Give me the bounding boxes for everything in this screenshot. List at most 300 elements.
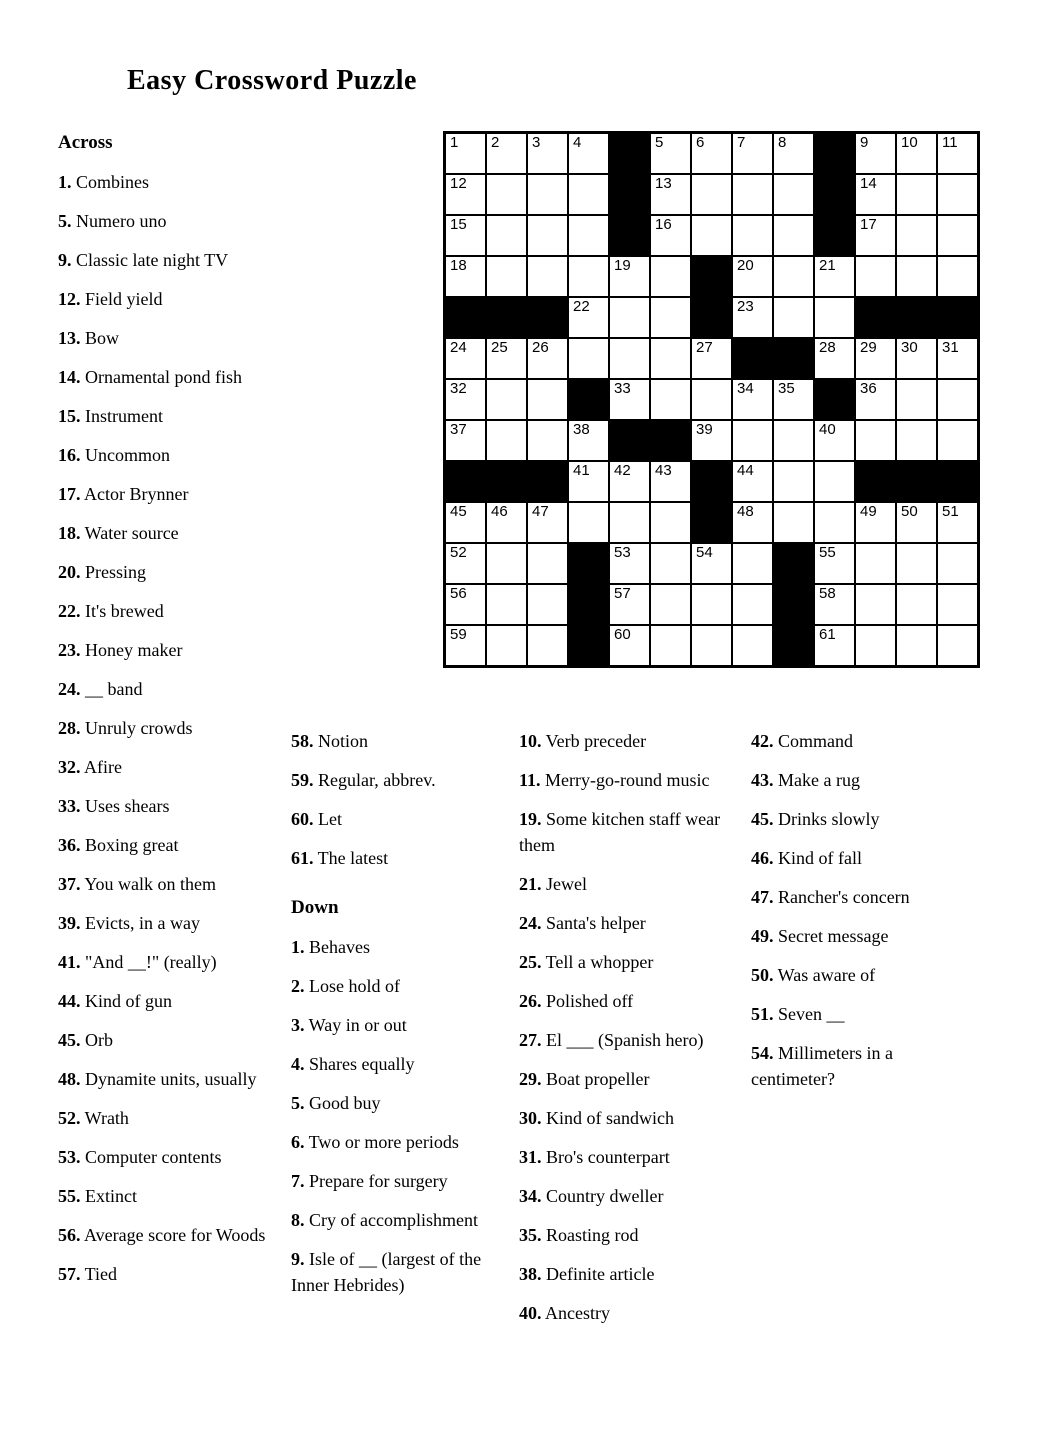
- clue-text: Rancher's concern: [773, 887, 910, 907]
- clue-text: Cry of accomplishment: [304, 1210, 478, 1230]
- clue-down-29: [519, 1066, 741, 1092]
- clue-across-22: [58, 598, 272, 624]
- clue-number: 5.: [291, 1093, 305, 1113]
- clue-down-8: [291, 1207, 495, 1233]
- clue-across-13: [58, 325, 272, 351]
- down-clues-section: [751, 728, 966, 1092]
- grid-cell: [569, 216, 608, 255]
- clue-text: Seven __: [773, 1004, 845, 1024]
- grid-cell: [610, 462, 649, 501]
- grid-cell: [651, 175, 690, 214]
- black-cell: [774, 626, 813, 665]
- clue-down-47: [751, 884, 966, 910]
- grid-cell: [610, 626, 649, 665]
- grid-cell: [446, 257, 485, 296]
- grid-cell: [692, 175, 731, 214]
- grid-cell: [897, 503, 936, 542]
- clue-down-19: [519, 806, 741, 858]
- down-clues-section: [291, 895, 495, 1298]
- grid-cell: [938, 544, 977, 583]
- grid-cell: [897, 134, 936, 173]
- cell-number: 38: [573, 421, 590, 438]
- grid-cell: [528, 626, 567, 665]
- clue-text: Actor Brynner: [80, 484, 189, 504]
- clue-text: Jewel: [541, 874, 587, 894]
- clue-number: 15.: [58, 406, 81, 426]
- grid-cell: [692, 380, 731, 419]
- clue-number: 7.: [291, 1171, 305, 1191]
- clue-down-31: [519, 1144, 741, 1170]
- grid-cell: [569, 339, 608, 378]
- clue-across-61: [291, 845, 495, 871]
- grid-cell: [692, 339, 731, 378]
- clue-text: Evicts, in a way: [80, 913, 200, 933]
- grid-cell: [651, 257, 690, 296]
- clue-text: Command: [773, 731, 853, 751]
- clue-text: Instrument: [80, 406, 163, 426]
- clue-text: Ornamental pond fish: [80, 367, 242, 387]
- black-cell: [528, 298, 567, 337]
- grid-cell: [610, 257, 649, 296]
- clue-number: 46.: [751, 848, 774, 868]
- clue-down-49: [751, 923, 966, 949]
- clue-across-52: [58, 1105, 272, 1131]
- clue-number: 43.: [751, 770, 774, 790]
- clue-number: 10.: [519, 731, 542, 751]
- clue-number: 47.: [751, 887, 774, 907]
- clue-across-57: [58, 1261, 272, 1287]
- grid-cell: [897, 339, 936, 378]
- grid-cell: [733, 380, 772, 419]
- cell-number: 47: [532, 503, 549, 520]
- grid-cell: [487, 257, 526, 296]
- clue-text: Afire: [80, 757, 122, 777]
- cell-number: 31: [942, 339, 959, 356]
- clue-text: Make a rug: [773, 770, 860, 790]
- clue-text: El ___ (Spanish hero): [541, 1030, 704, 1050]
- clue-number: 60.: [291, 809, 314, 829]
- cell-number: 2: [491, 134, 500, 151]
- clue-number: 48.: [58, 1069, 81, 1089]
- clue-number: 8.: [291, 1210, 305, 1230]
- clue-number: 29.: [519, 1069, 542, 1089]
- grid-cell: [938, 175, 977, 214]
- black-cell: [774, 585, 813, 624]
- clue-text: The latest: [313, 848, 389, 868]
- cell-number: 56: [450, 585, 467, 602]
- grid-cell: [856, 339, 895, 378]
- clue-number: 3.: [291, 1015, 305, 1035]
- grid-cell: [856, 216, 895, 255]
- grid-cell: [651, 544, 690, 583]
- grid-cell: [651, 462, 690, 501]
- clue-text: __ band: [80, 679, 143, 699]
- grid-cell: [487, 175, 526, 214]
- clue-text: Bow: [80, 328, 120, 348]
- clue-number: 34.: [519, 1186, 542, 1206]
- grid-cell: [856, 626, 895, 665]
- clue-text: "And __!" (really): [80, 952, 217, 972]
- clue-down-25: [519, 949, 741, 975]
- black-cell: [897, 298, 936, 337]
- grid-cell: [528, 134, 567, 173]
- cell-number: 10: [901, 134, 918, 151]
- cell-number: 25: [491, 339, 508, 356]
- clue-number: 27.: [519, 1030, 542, 1050]
- clue-text: Kind of sandwich: [541, 1108, 674, 1128]
- clue-text: Dynamite units, usually: [80, 1069, 257, 1089]
- grid-cell: [815, 626, 854, 665]
- clue-number: 9.: [58, 250, 72, 270]
- cell-number: 35: [778, 380, 795, 397]
- clue-down-43: [751, 767, 966, 793]
- clue-number: 4.: [291, 1054, 305, 1074]
- clue-number: 1.: [291, 937, 305, 957]
- clue-down-26: [519, 988, 741, 1014]
- clue-down-51: [751, 1001, 966, 1027]
- black-cell: [692, 298, 731, 337]
- grid-cell: [569, 175, 608, 214]
- clue-number: 59.: [291, 770, 314, 790]
- grid-cell: [528, 339, 567, 378]
- clue-down-3: [291, 1012, 495, 1038]
- clue-down-2: [291, 973, 495, 999]
- clue-number: 56.: [58, 1225, 81, 1245]
- grid-cell: [938, 257, 977, 296]
- clue-across-36: [58, 832, 272, 858]
- grid-cell: [528, 421, 567, 460]
- cell-number: 4: [573, 134, 582, 151]
- grid-cell: [856, 257, 895, 296]
- cell-number: 8: [778, 134, 787, 151]
- clue-down-7: [291, 1168, 495, 1194]
- clue-down-21: [519, 871, 741, 897]
- clue-number: 40.: [519, 1303, 542, 1323]
- black-cell: [692, 503, 731, 542]
- black-cell: [815, 380, 854, 419]
- clue-down-10: [519, 728, 741, 754]
- clue-number: 9.: [291, 1249, 305, 1269]
- down-clues-section: [519, 728, 741, 1326]
- cell-number: 22: [573, 298, 590, 315]
- clue-number: 2.: [291, 976, 305, 996]
- grid-cell: [528, 503, 567, 542]
- grid-cell: [938, 421, 977, 460]
- grid-cell: [487, 134, 526, 173]
- clue-text: Millimeters in a centimeter?: [751, 1043, 893, 1089]
- clue-text: Notion: [313, 731, 369, 751]
- clue-number: 58.: [291, 731, 314, 751]
- cell-number: 15: [450, 216, 467, 233]
- clue-text: Tied: [80, 1264, 118, 1284]
- crossword-grid: [443, 131, 980, 668]
- clue-text: Boxing great: [80, 835, 179, 855]
- grid-cell: [528, 257, 567, 296]
- grid-cell: [651, 339, 690, 378]
- clue-number: 41.: [58, 952, 81, 972]
- clue-text: Wrath: [80, 1108, 129, 1128]
- clue-text: Regular, abbrev.: [313, 770, 436, 790]
- cell-number: 23: [737, 298, 754, 315]
- grid-cell: [897, 544, 936, 583]
- grid-cell: [938, 380, 977, 419]
- clue-number: 55.: [58, 1186, 81, 1206]
- clue-column-1: [58, 130, 272, 1300]
- clue-number: 22.: [58, 601, 81, 621]
- cell-number: 9: [860, 134, 869, 151]
- clue-text: Isle of __ (largest of the Inner Hebrides): [291, 1249, 482, 1295]
- cell-number: 13: [655, 175, 672, 192]
- black-cell: [487, 298, 526, 337]
- cell-number: 37: [450, 421, 467, 438]
- grid-cell: [692, 216, 731, 255]
- black-cell: [692, 462, 731, 501]
- grid-cell: [446, 380, 485, 419]
- clue-down-1: [291, 934, 495, 960]
- clue-down-30: [519, 1105, 741, 1131]
- clue-across-14: [58, 364, 272, 390]
- clue-across-60: [291, 806, 495, 832]
- cell-number: 44: [737, 462, 754, 479]
- clue-across-28: [58, 715, 272, 741]
- clue-number: 38.: [519, 1264, 542, 1284]
- grid-cell: [692, 626, 731, 665]
- black-cell: [815, 175, 854, 214]
- cell-number: 61: [819, 626, 836, 643]
- grid-cell: [446, 421, 485, 460]
- cell-number: 43: [655, 462, 672, 479]
- clue-text: Numero uno: [71, 211, 167, 231]
- black-cell: [446, 462, 485, 501]
- grid-cell: [938, 339, 977, 378]
- clue-text: Average score for Woods: [80, 1225, 266, 1245]
- black-cell: [692, 257, 731, 296]
- grid-cell: [446, 134, 485, 173]
- clue-down-4: [291, 1051, 495, 1077]
- clue-down-5: [291, 1090, 495, 1116]
- clue-down-45: [751, 806, 966, 832]
- grid-cell: [774, 503, 813, 542]
- clue-number: 45.: [58, 1030, 81, 1050]
- black-cell: [897, 462, 936, 501]
- clue-text: Prepare for surgery: [304, 1171, 448, 1191]
- clue-down-54: [751, 1040, 966, 1092]
- grid-cell: [815, 503, 854, 542]
- grid-cell: [651, 503, 690, 542]
- clue-across-33: [58, 793, 272, 819]
- grid-cell: [733, 626, 772, 665]
- cell-number: 29: [860, 339, 877, 356]
- grid-cell: [446, 626, 485, 665]
- clue-number: 42.: [751, 731, 774, 751]
- clue-text: Bro's counterpart: [541, 1147, 670, 1167]
- grid-cell: [487, 216, 526, 255]
- clue-number: 24.: [519, 913, 542, 933]
- cell-number: 18: [450, 257, 467, 274]
- clue-text: Drinks slowly: [773, 809, 880, 829]
- grid-cell: [733, 175, 772, 214]
- clue-number: 23.: [58, 640, 81, 660]
- grid-cell: [487, 503, 526, 542]
- grid-cell: [528, 380, 567, 419]
- clue-number: 52.: [58, 1108, 81, 1128]
- grid-cell: [856, 380, 895, 419]
- cell-number: 48: [737, 503, 754, 520]
- clue-text: Way in or out: [304, 1015, 407, 1035]
- grid-cell: [938, 626, 977, 665]
- grid-cell: [446, 503, 485, 542]
- cell-number: 30: [901, 339, 918, 356]
- clue-number: 13.: [58, 328, 81, 348]
- grid-cell: [692, 544, 731, 583]
- grid-cell: [733, 421, 772, 460]
- grid-cell: [856, 421, 895, 460]
- cell-number: 19: [614, 257, 631, 274]
- black-cell: [651, 421, 690, 460]
- clue-number: 45.: [751, 809, 774, 829]
- clue-text: Classic late night TV: [71, 250, 229, 270]
- grid-cell: [569, 421, 608, 460]
- grid-cell: [487, 421, 526, 460]
- clue-across-44: [58, 988, 272, 1014]
- cell-number: 40: [819, 421, 836, 438]
- clue-number: 28.: [58, 718, 81, 738]
- grid-cell: [446, 544, 485, 583]
- clue-text: Boat propeller: [541, 1069, 650, 1089]
- clue-text: Ancestry: [541, 1303, 610, 1323]
- clue-down-38: [519, 1261, 741, 1287]
- grid-cell: [733, 298, 772, 337]
- cell-number: 52: [450, 544, 467, 561]
- black-cell: [856, 462, 895, 501]
- black-cell: [774, 544, 813, 583]
- cell-number: 6: [696, 134, 705, 151]
- clue-across-37: [58, 871, 272, 897]
- black-cell: [528, 462, 567, 501]
- clue-number: 50.: [751, 965, 774, 985]
- clue-down-40: [519, 1300, 741, 1326]
- grid-cell: [897, 421, 936, 460]
- clue-number: 31.: [519, 1147, 542, 1167]
- cell-number: 46: [491, 503, 508, 520]
- grid-cell: [815, 298, 854, 337]
- black-cell: [815, 134, 854, 173]
- clue-number: 18.: [58, 523, 81, 543]
- clue-number: 54.: [751, 1043, 774, 1063]
- grid-cell: [938, 503, 977, 542]
- grid-cell: [610, 503, 649, 542]
- clue-across-1: [58, 169, 272, 195]
- cell-number: 24: [450, 339, 467, 356]
- grid-cell: [569, 298, 608, 337]
- grid-cell: [528, 585, 567, 624]
- cell-number: 14: [860, 175, 877, 192]
- grid-cell: [692, 585, 731, 624]
- clue-text: Merry-go-round music: [540, 770, 710, 790]
- clue-across-18: [58, 520, 272, 546]
- cell-number: 50: [901, 503, 918, 520]
- cell-number: 36: [860, 380, 877, 397]
- cell-number: 27: [696, 339, 713, 356]
- grid-cell: [856, 585, 895, 624]
- clue-text: Uses shears: [80, 796, 170, 816]
- clue-down-50: [751, 962, 966, 988]
- clue-across-58: [291, 728, 495, 754]
- black-cell: [774, 339, 813, 378]
- grid-cell: [774, 134, 813, 173]
- cell-number: 12: [450, 175, 467, 192]
- black-cell: [938, 298, 977, 337]
- clue-text: Lose hold of: [304, 976, 400, 996]
- black-cell: [446, 298, 485, 337]
- clue-number: 36.: [58, 835, 81, 855]
- grid-cell: [897, 585, 936, 624]
- clue-number: 44.: [58, 991, 81, 1011]
- cell-number: 55: [819, 544, 836, 561]
- grid-cell: [856, 503, 895, 542]
- grid-cell: [938, 585, 977, 624]
- cell-number: 53: [614, 544, 631, 561]
- clue-text: Kind of fall: [773, 848, 862, 868]
- clue-text: Combines: [71, 172, 150, 192]
- black-cell: [569, 544, 608, 583]
- clue-column-4: [751, 728, 966, 1105]
- clue-across-23: [58, 637, 272, 663]
- clue-number: 33.: [58, 796, 81, 816]
- grid-cell: [733, 503, 772, 542]
- clue-text: Was aware of: [773, 965, 876, 985]
- clue-number: 37.: [58, 874, 81, 894]
- clue-across-48: [58, 1066, 272, 1092]
- grid-cell: [528, 175, 567, 214]
- grid-cell: [569, 257, 608, 296]
- cell-number: 28: [819, 339, 836, 356]
- grid-cell: [815, 339, 854, 378]
- clue-number: 30.: [519, 1108, 542, 1128]
- grid-cell: [774, 257, 813, 296]
- black-cell: [610, 216, 649, 255]
- grid-cell: [651, 626, 690, 665]
- clue-text: Let: [313, 809, 342, 829]
- cell-number: 21: [819, 257, 836, 274]
- clue-text: You walk on them: [80, 874, 217, 894]
- black-cell: [569, 626, 608, 665]
- cell-number: 33: [614, 380, 631, 397]
- clue-across-56: [58, 1222, 272, 1248]
- clue-text: Santa's helper: [541, 913, 646, 933]
- cell-number: 5: [655, 134, 664, 151]
- grid-cell: [897, 626, 936, 665]
- grid-cell: [569, 503, 608, 542]
- grid-cell: [938, 134, 977, 173]
- grid-cell: [856, 544, 895, 583]
- grid-cell: [774, 421, 813, 460]
- grid-cell: [815, 544, 854, 583]
- cell-number: 3: [532, 134, 541, 151]
- page-title: Easy Crossword Puzzle: [127, 65, 417, 96]
- cell-number: 34: [737, 380, 754, 397]
- grid-cell: [897, 175, 936, 214]
- clue-down-34: [519, 1183, 741, 1209]
- grid-cell: [487, 380, 526, 419]
- grid-cell: [569, 462, 608, 501]
- grid-cell: [610, 339, 649, 378]
- clue-text: Water source: [80, 523, 179, 543]
- clue-text: Country dweller: [541, 1186, 664, 1206]
- grid-cell: [938, 216, 977, 255]
- grid-cell: [651, 298, 690, 337]
- clue-down-6: [291, 1129, 495, 1155]
